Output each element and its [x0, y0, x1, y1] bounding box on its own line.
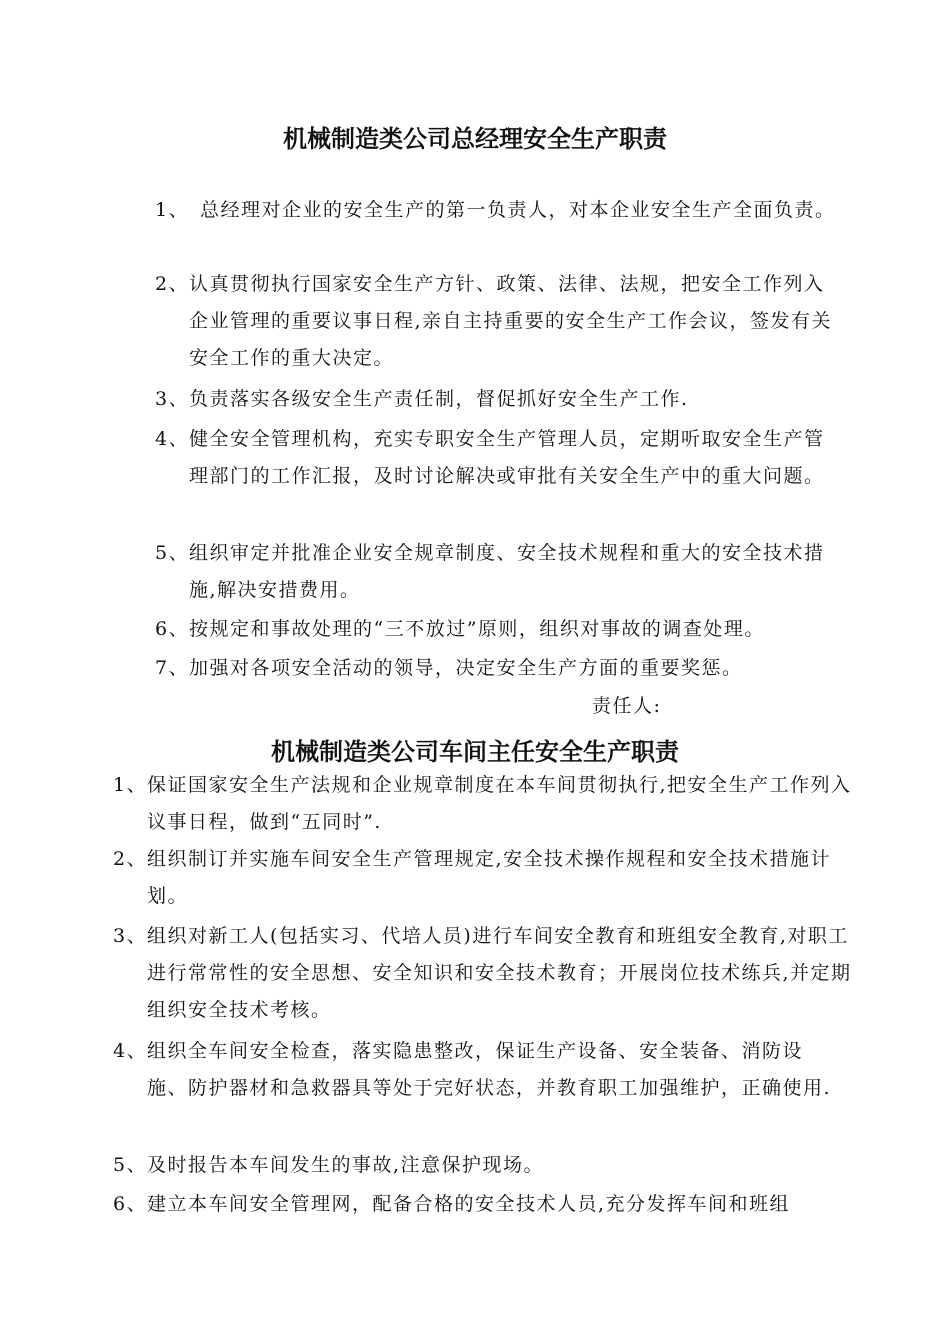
section1-item-3: [155, 381, 841, 418]
item-number: 1、: [155, 199, 190, 221]
item-text: 及时报告本车间发生的事故,注意保护现场。: [147, 1154, 545, 1176]
item-text: 组织对新工人(包括实习、代培人员)进行车间安全教育和班组安全教育,对职工进行常常性的安全思想、安全知识和安全技术教育；开展岗位技术练兵,并定期组织安全技术考核。: [147, 925, 852, 1021]
section1-item-7: [155, 650, 841, 687]
item-number: 6、: [155, 618, 190, 640]
item-text: 建立本车间安全管理网，配备合格的安全技术人员,充分发挥车间和班组: [147, 1193, 791, 1215]
section2-item-1: [113, 767, 853, 841]
item-text: 组织全车间安全检查，落实隐患整改，保证生产设备、安全装备、消防设施、防护器材和急救器具等处于完好状态，并教育职工加强维护，正确使用.: [147, 1040, 832, 1099]
item-text: 负责落实各级安全生产责任制，督促抓好安全生产工作.: [189, 388, 689, 410]
item-number: 4、: [113, 1040, 148, 1062]
item-number: 4、: [155, 428, 190, 450]
section1-item-5: [155, 535, 841, 609]
section2-item-6: [113, 1186, 863, 1223]
item-number: 5、: [113, 1154, 148, 1176]
item-text: 组织制订并实施车间安全生产管理规定,安全技术操作规程和安全技术措施计划。: [147, 848, 832, 907]
item-text: 按规定和事故处理的“三不放过”原则，组织对事故的调查处理。: [189, 618, 765, 640]
item-text: 健全安全管理机构，充实专职安全生产管理人员，定期听取安全生产管理部门的工作汇报，及时讨论解决或审批有关安全生产中的重大问题。: [189, 428, 825, 487]
item-text: 保证国家安全生产法规和企业规章制度在本车间贯彻执行,把安全生产工作列入议事日程，做到“五同时”.: [147, 774, 852, 833]
section1-item-4: [155, 421, 841, 495]
section1-item-6: [155, 611, 849, 648]
item-number: 2、: [113, 848, 148, 870]
item-number: 6、: [113, 1193, 148, 1215]
section2-item-4: [113, 1033, 841, 1107]
item-number: 2、: [155, 273, 190, 295]
section1-item-1: [155, 192, 848, 229]
item-text: 组织审定并批准企业安全规章制度、安全技术规程和重大的安全技术措施,解决安措费用。: [189, 542, 825, 601]
item-text: 认真贯彻执行国家安全生产方针、政策、法律、法规，把安全工作列入企业管理的重要议事日程,亲自主持重要的安全生产工作会议，签发有关安全工作的重大决定。: [189, 273, 833, 369]
item-number: 3、: [113, 925, 148, 947]
item-number: 3、: [155, 388, 190, 410]
section2-item-5: [113, 1147, 853, 1184]
item-number: 7、: [155, 657, 190, 679]
item-text: 总经理对企业的安全生产的第一负责人，对本企业安全生产全面负责。: [200, 199, 836, 221]
section1-title: 机械制造类公司总经理安全生产职责: [283, 125, 667, 153]
section2-title: 机械制造类公司车间主任安全生产职责: [271, 738, 679, 766]
responsible-person-label: 责任人:: [592, 695, 662, 717]
item-number: 1、: [113, 774, 148, 796]
section2-item-3: [113, 918, 853, 1029]
section1-item-2: [155, 266, 841, 377]
item-number: 5、: [155, 542, 190, 564]
section2-item-2: [113, 841, 853, 915]
item-text: 加强对各项安全活动的领导，决定安全生产方面的重要奖惩。: [189, 657, 743, 679]
